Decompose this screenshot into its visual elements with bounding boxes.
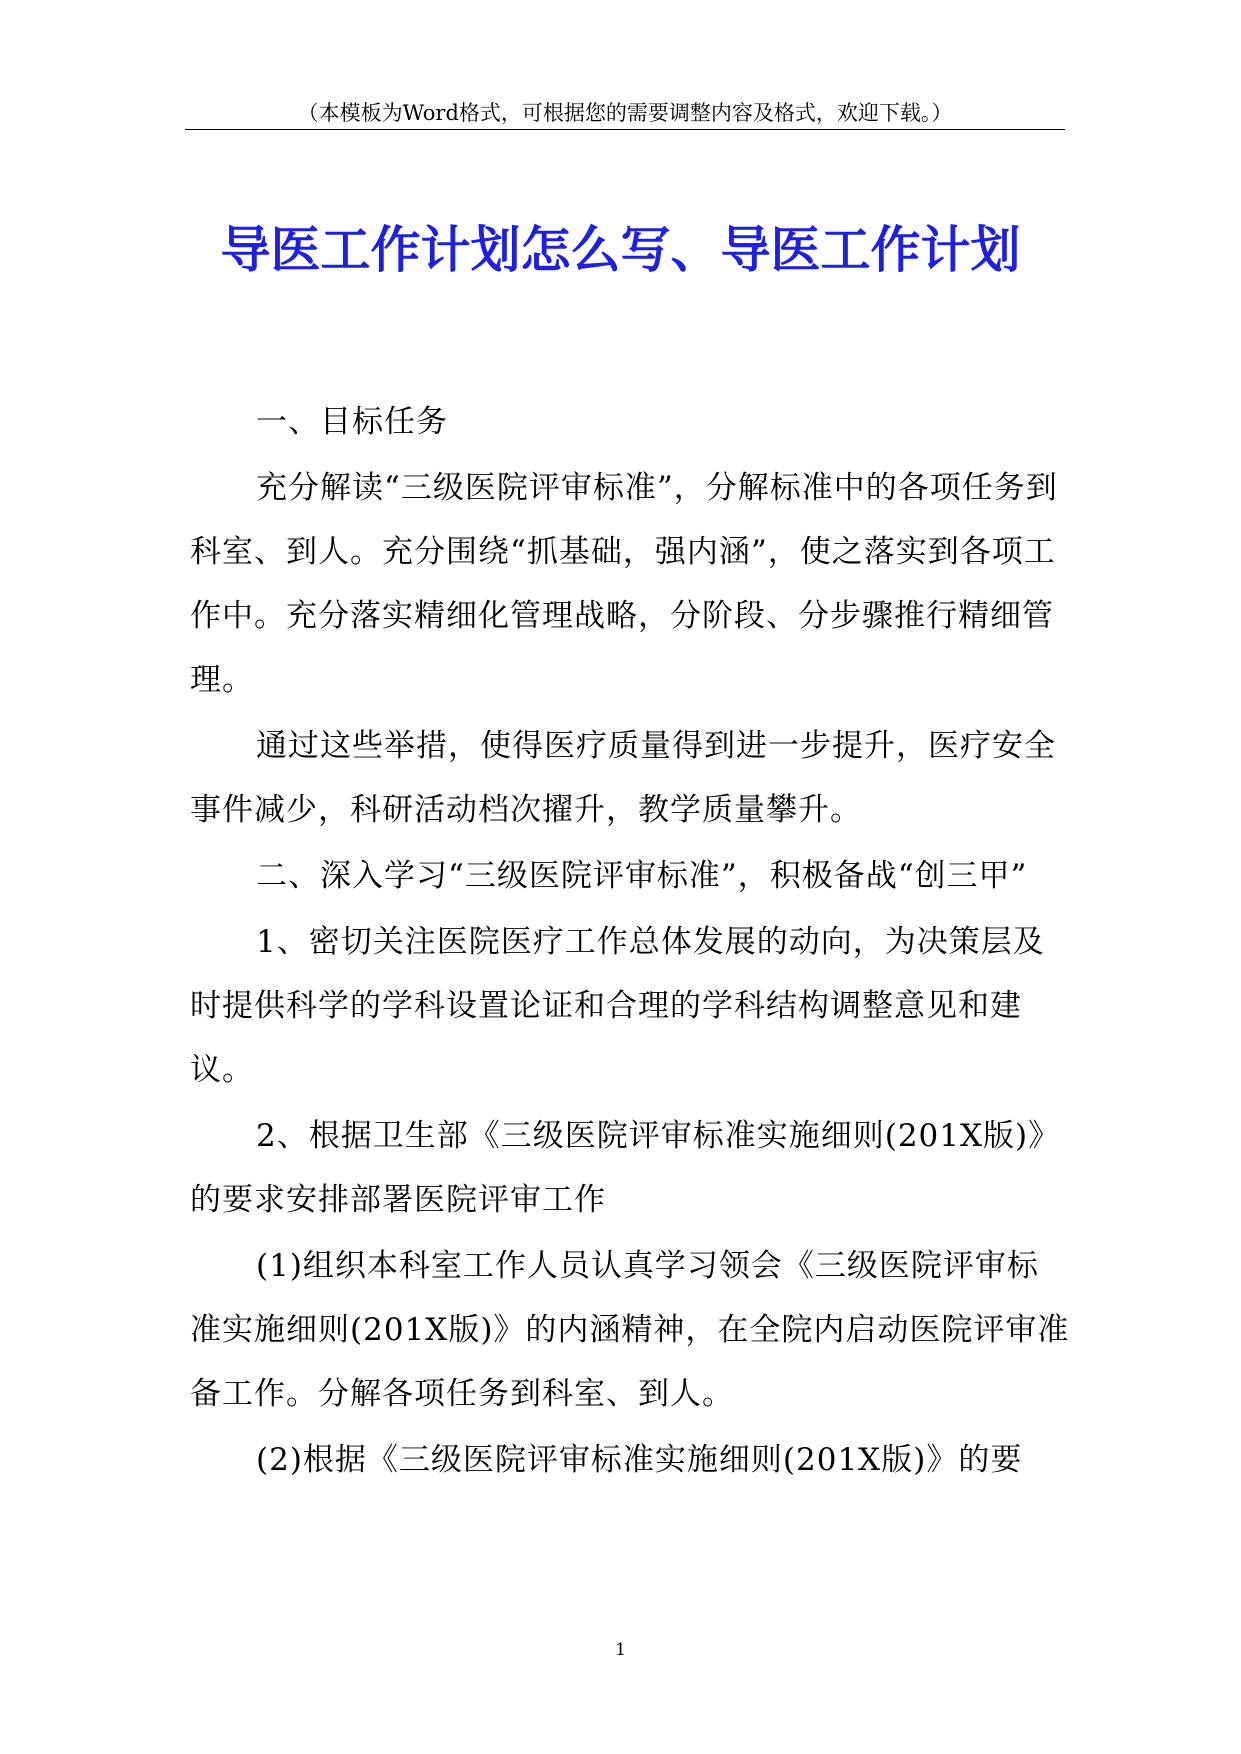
section-heading-1: 一、目标任务 <box>256 404 448 440</box>
paragraph: (1)组织本科室工作人员认真学习领会《三级医院评审标准实施细则(201X版)》的内涵精神，在全院内启动医院评审准备工作。分解各项任务到科室、到人。 <box>190 1248 1070 1412</box>
section-heading-2: 二、深入学习“三级医院评审标准”，积极备战“创三甲” <box>256 858 1028 894</box>
template-note-header: （本模板为Word格式，可根据您的需要调整内容及格式，欢迎下载。） <box>297 101 953 125</box>
page-number: 1 <box>615 1640 626 1660</box>
document-body <box>190 390 1070 1492</box>
paragraph: (2)根据《三级医院评审标准实施细则(201X版)》的要 <box>256 1442 1023 1478</box>
paragraph: 2、根据卫生部《三级医院评审标准实施细则(201X版)》的要求安排部署医院评审工作 <box>190 1118 1061 1218</box>
paragraph: 1、密切关注医院医疗工作总体发展的动向，为决策层及时提供科学的学科设置论证和合理的学科结构调整意见和建议。 <box>190 924 1045 1088</box>
header-divider <box>185 129 1065 130</box>
paragraph: 通过这些举措，使得医疗质量得到进一步提升，医疗安全事件减少，科研活动档次擢升，教学质量攀升。 <box>190 728 1056 828</box>
document-title: 导医工作计划怎么写、导医工作计划 <box>220 220 1021 279</box>
paragraph: 充分解读“三级医院评审标准”，分解标准中的各项任务到科室、到人。充分围绕“抓基础，强内涵”，使之落实到各项工作中。充分落实精细化管理战略，分阶段、分步骤推行精细管理。 <box>190 470 1058 698</box>
